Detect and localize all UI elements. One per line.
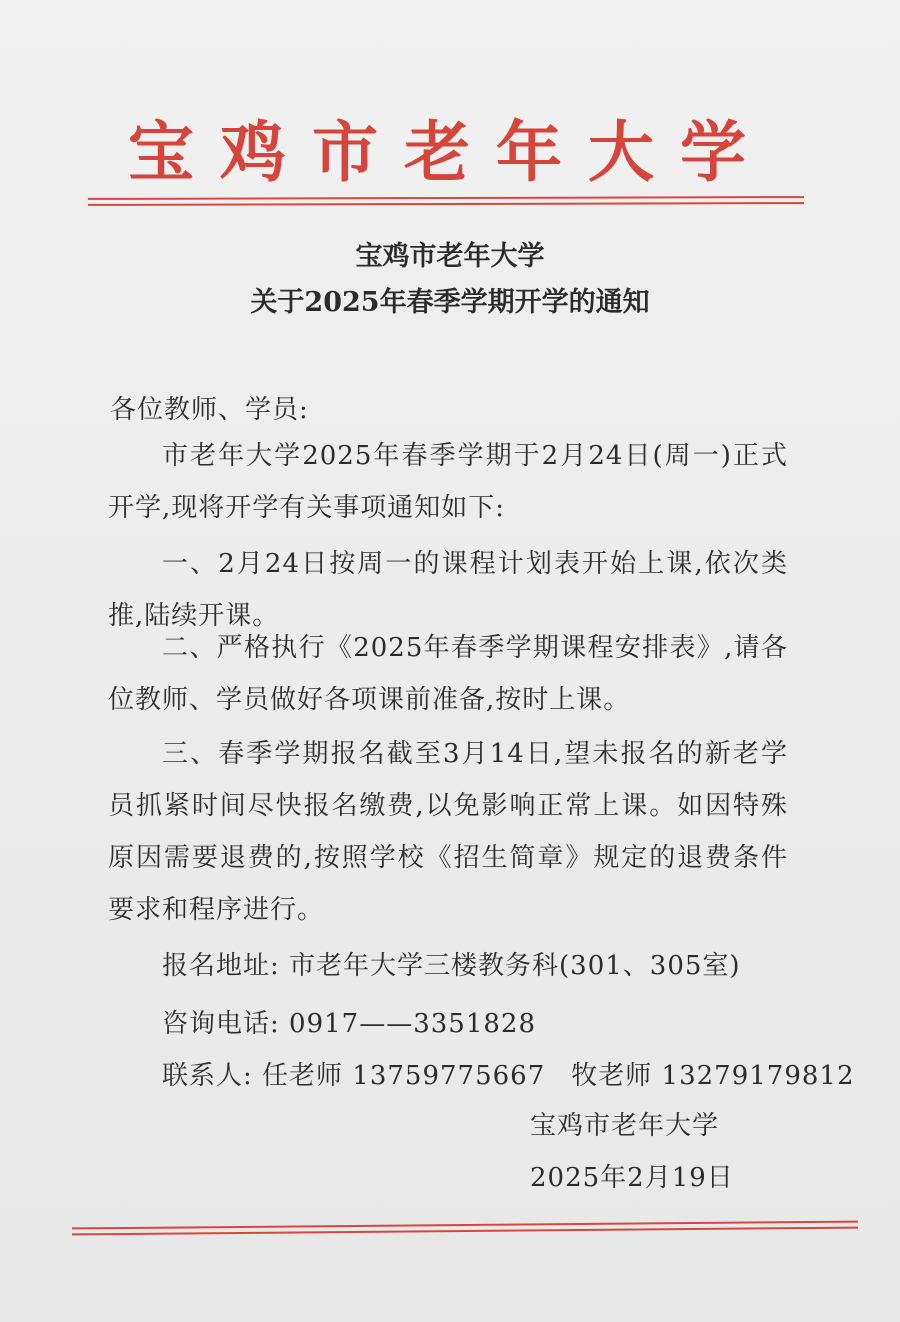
contact-line — [162, 1050, 855, 1102]
paragraph-item-2: 二、严格执行《2025年春季学期课程安排表》,请各位教师、学员做好各项课前准备,按时上课。 — [108, 633, 788, 715]
paragraph-intro: 市老年大学2025年春季学期于2月24日(周一)正式开学,现将开学有关事项通知如下: — [108, 441, 788, 523]
letterhead-red-rule — [88, 196, 804, 206]
inquiry-phone: 咨询电话: 0917——3351828 — [162, 1009, 536, 1039]
letterhead-title: 宝鸡市老年大学 — [128, 113, 772, 191]
signature-date: 2025年2月19日 — [530, 1163, 734, 1193]
paragraph-item-1: 一、2月24日按周一的课程计划表开始上课,依次类推,陆续开课。 — [108, 549, 788, 631]
signature-org: 宝鸡市老年大学 — [530, 1111, 720, 1141]
salutation: 各位教师、学员: — [110, 395, 309, 425]
contact-teacher-mu: 牧老师 13279179812 — [571, 1061, 855, 1091]
document-title-line-1: 宝鸡市老年大学 — [355, 241, 545, 272]
document-title-line-2: 关于2025年春季学期开学的通知 — [250, 287, 650, 318]
paragraph-item-3: 三、春季学期报名截至3月14日,望未报名的新老学员抓紧时间尽快报名缴费,以免影响正常上课。如因特殊原因需要退费的,按照学校《招生简章》规定的退费条件要求和程序进行。 — [108, 739, 788, 925]
registration-address: 报名地址: 市老年大学三楼教务科(301、305室) — [162, 951, 741, 981]
contact-teacher-ren: 联系人: 任老师 13759775667 — [162, 1061, 546, 1091]
footer-red-rule — [72, 1221, 858, 1236]
